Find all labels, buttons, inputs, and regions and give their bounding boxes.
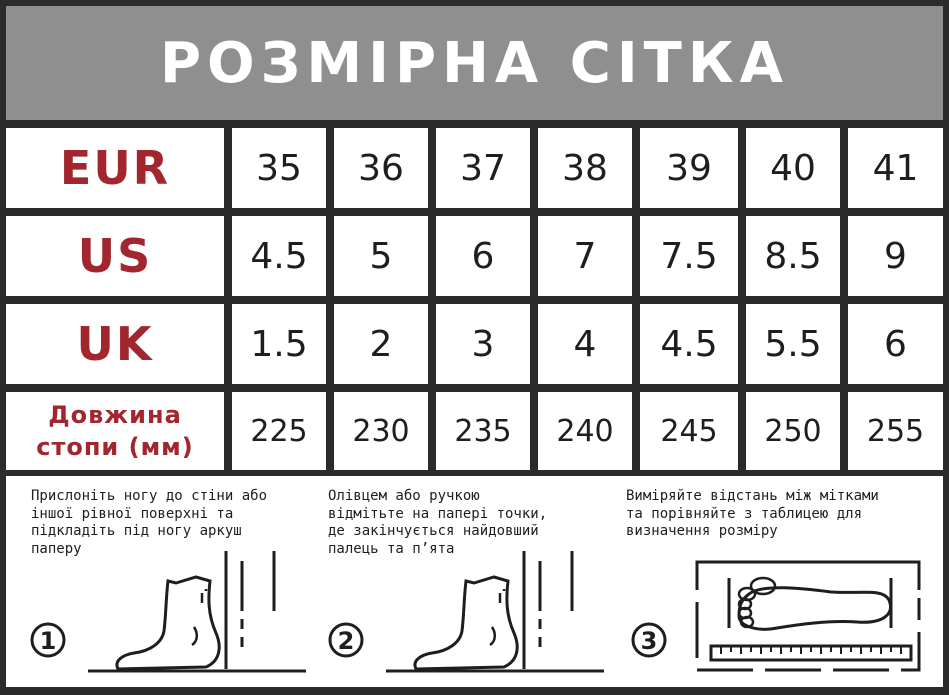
table-cell: 35 <box>232 128 326 208</box>
table-cell: 4.5 <box>640 304 738 384</box>
table-cell: 240 <box>538 392 632 470</box>
row-label-line-1: Довжина <box>48 401 182 429</box>
instructions-panel <box>6 476 943 687</box>
table-cell: 7 <box>538 216 632 296</box>
step-1-line: іншої рівної поверхні та <box>31 505 234 522</box>
row-label-us <box>6 216 224 296</box>
table-cell: 2 <box>334 304 428 384</box>
table-cell: 37 <box>436 128 530 208</box>
step-2-line: Олівцем або ручкою <box>328 488 480 504</box>
table-cell: 41 <box>848 128 943 208</box>
table-cell: 38 <box>538 128 632 208</box>
step-1-illustration <box>26 551 306 681</box>
table-cell: 3 <box>436 304 530 384</box>
row-label-line-2: стопи (мм) <box>36 433 194 461</box>
row-label-text: US <box>77 229 153 283</box>
table-cell: 230 <box>334 392 428 470</box>
table-cell: 39 <box>640 128 738 208</box>
row-label-text: UK <box>76 317 154 371</box>
step-3-text <box>626 488 936 541</box>
table-cell: 6 <box>848 304 943 384</box>
table-cell: 4.5 <box>232 216 326 296</box>
step-2-text <box>328 488 618 558</box>
step-1-text <box>31 488 321 558</box>
table-cell: 245 <box>640 392 738 470</box>
table-cell: 4 <box>538 304 632 384</box>
step-2-line: де закінчується найдовший <box>328 523 539 539</box>
step-3-line: Виміряйте відстань між мітками <box>626 488 879 504</box>
table-cell: 255 <box>848 392 943 470</box>
step-1-line: підкладіть під ногу аркуш <box>31 523 242 539</box>
row-label-foot-length <box>6 392 224 470</box>
row-label-uk <box>6 304 224 384</box>
table-cell: 5.5 <box>746 304 840 384</box>
step-3-line: визначення розміру <box>626 523 778 539</box>
step-2-line: відмітьте на папері точки, <box>328 505 548 522</box>
table-cell: 5 <box>334 216 428 296</box>
table-cell: 7.5 <box>640 216 738 296</box>
table-cell: 40 <box>746 128 840 208</box>
table-cell: 1.5 <box>232 304 326 384</box>
step-3-illustration <box>621 558 941 683</box>
step-3-line: та порівняйте з таблицею для <box>626 505 863 522</box>
table-cell: 6 <box>436 216 530 296</box>
table-cell: 225 <box>232 392 326 470</box>
table-cell: 250 <box>746 392 840 470</box>
step-number: 1 <box>39 627 57 655</box>
header-bar <box>6 6 943 120</box>
table-cell: 235 <box>436 392 530 470</box>
step-2-line: палець та п’ята <box>328 540 455 557</box>
step-number: 3 <box>640 627 658 655</box>
table-cell: 9 <box>848 216 943 296</box>
table-cell: 36 <box>334 128 428 208</box>
row-label-text: EUR <box>59 141 171 195</box>
page-title: РОЗМІРНА СІТКА <box>160 30 789 96</box>
step-1-line: паперу <box>31 540 82 557</box>
table-cell: 8.5 <box>746 216 840 296</box>
row-label-eur <box>6 128 224 208</box>
step-number: 2 <box>337 627 355 655</box>
step-1-line: Прислоніть ногу до стіни або <box>31 488 268 504</box>
step-2-illustration <box>324 551 604 681</box>
